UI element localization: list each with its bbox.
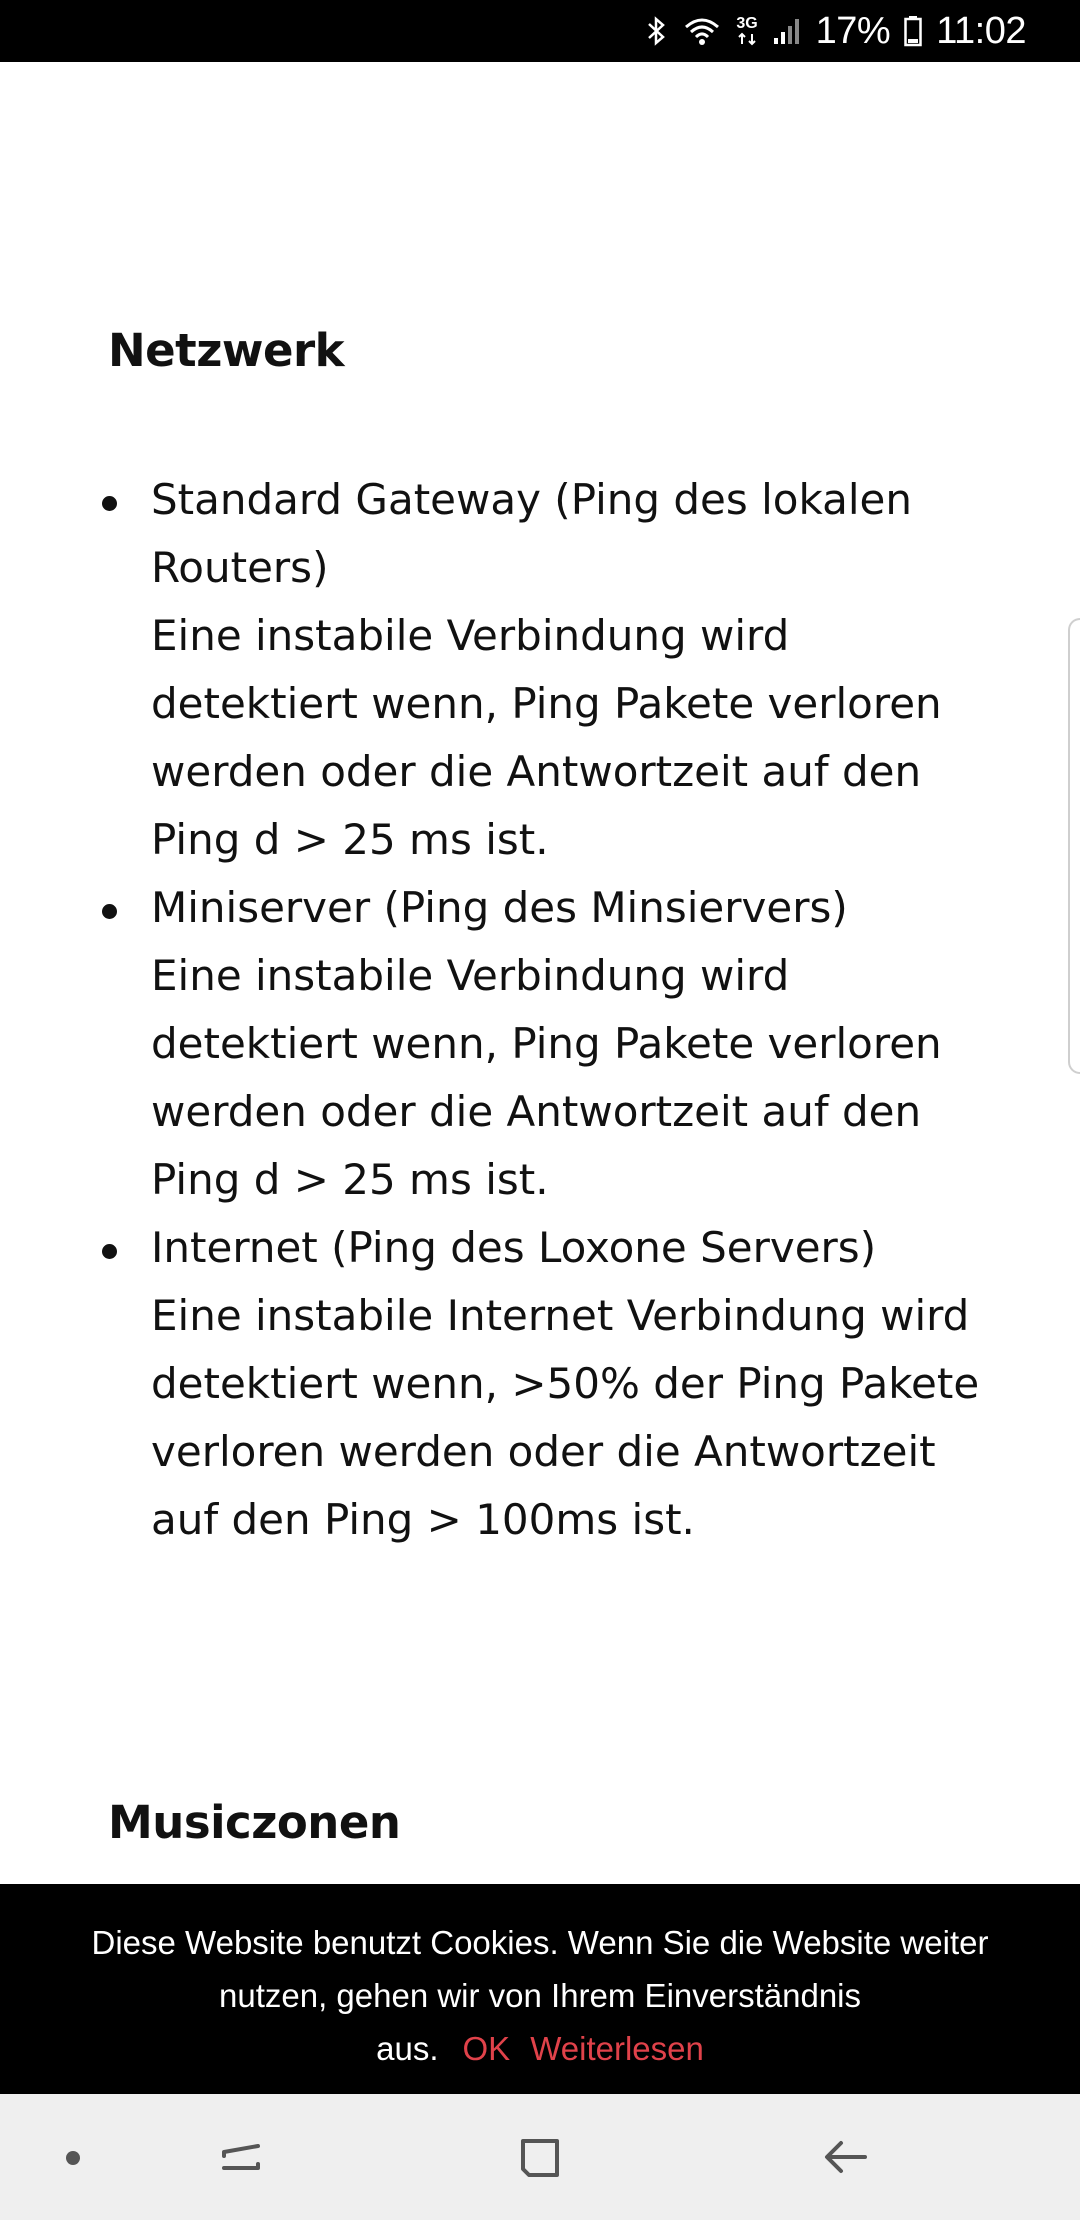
status-bar bbox=[0, 0, 1080, 62]
wifi-icon bbox=[682, 15, 722, 47]
list-item-title: Miniserver (Ping des Minsiervers) bbox=[151, 883, 848, 932]
clock: 11:02 bbox=[936, 9, 1026, 52]
list-item bbox=[0, 874, 1080, 1214]
list-item bbox=[0, 1214, 1080, 1554]
home-icon[interactable] bbox=[508, 2126, 572, 2190]
section-heading-netzwerk: Netzwerk bbox=[108, 324, 345, 377]
cookie-read-more-link[interactable]: Weiterlesen bbox=[530, 2030, 704, 2067]
netzwerk-list bbox=[0, 466, 1080, 1554]
list-item-title: Standard Gateway (Ping des lokalen Routers) bbox=[151, 475, 912, 592]
mobile-data-icon: 3G bbox=[736, 16, 757, 46]
list-item-description: Eine instabile Internet Verbindung wird detektiert wenn, >50% der Ping Pakete verloren werden oder die Antwortzeit auf den Ping > 100ms ist. bbox=[151, 1291, 980, 1544]
article-content bbox=[0, 62, 1080, 1884]
list-item-description: Eine instabile Verbindung wird detektiert wenn, Ping Pakete verloren werden oder die Antwortzeit auf den Ping d > 25 ms ist. bbox=[151, 611, 942, 864]
bullet-icon bbox=[102, 904, 117, 919]
list-item bbox=[0, 466, 1080, 874]
system-nav-bar bbox=[0, 2094, 1080, 2220]
bluetooth-icon bbox=[646, 15, 668, 47]
recent-apps-icon[interactable] bbox=[210, 2126, 274, 2190]
bullet-icon bbox=[102, 1244, 117, 1259]
battery-percent: 17% bbox=[815, 9, 891, 52]
battery-icon bbox=[904, 15, 922, 47]
cookie-ok-link[interactable]: OK bbox=[462, 2030, 511, 2067]
dot-icon[interactable] bbox=[58, 2143, 88, 2173]
cookie-text-line bbox=[40, 2022, 1040, 2075]
signal-icon bbox=[772, 16, 802, 46]
cookie-text-line: Diese Website benutzt Cookies. Wenn Sie die Website weiter bbox=[91, 1924, 989, 1961]
list-item-description: Eine instabile Verbindung wird detektiert wenn, Ping Pakete verloren werden oder die Antwortzeit auf den Ping d > 25 ms ist. bbox=[151, 951, 942, 1204]
section-heading-musiczonen: Musiczonen bbox=[108, 1796, 401, 1849]
cookie-banner bbox=[0, 1884, 1080, 2094]
list-item-title: Internet (Ping des Loxone Servers) bbox=[151, 1223, 877, 1272]
scroll-handle[interactable] bbox=[1068, 618, 1080, 1074]
cookie-text-line: nutzen, gehen wir von Ihrem Einverständnis bbox=[218, 1977, 862, 2014]
bullet-icon bbox=[102, 496, 117, 511]
back-icon[interactable] bbox=[814, 2126, 878, 2190]
cookie-text-end: aus. bbox=[376, 2030, 439, 2067]
